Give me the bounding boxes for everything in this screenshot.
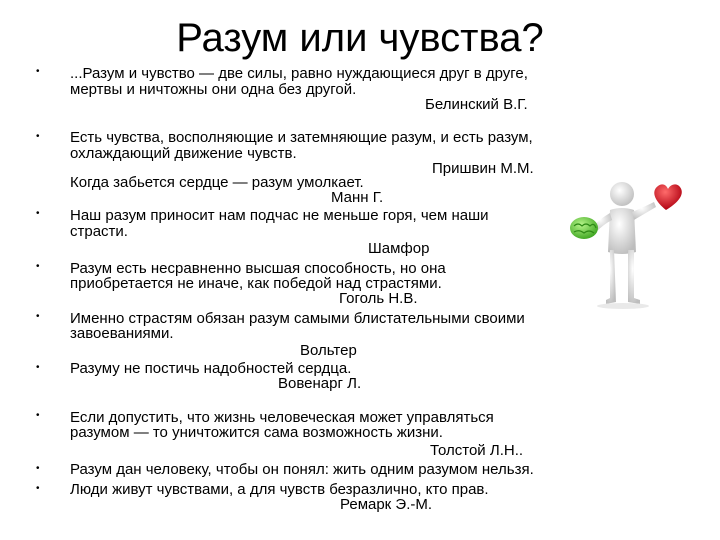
person-figure-icon (570, 180, 690, 310)
quote-line: ...Разум и чувство — две силы, равно нуждающиеся друг в друге, (70, 65, 528, 82)
quote-author: Вовенарг Л. (278, 375, 362, 392)
quote-line: приобретается не иначе, как победой над страстями. (70, 275, 442, 292)
quote-author: Гоголь Н.В. (339, 290, 418, 307)
quote-line: Разум есть несравненно высшая способность, но она (70, 260, 446, 277)
quote-author: Белинский В.Г. (425, 96, 528, 113)
bullet: • (36, 208, 40, 219)
bullet: • (36, 463, 40, 474)
quote-line: Если допустить, что жизнь человеческая может управляться (70, 409, 494, 426)
quote-author: Ремарк Э.-М. (340, 496, 433, 513)
quote-line: Люди живут чувствами, а для чувств безразлично, кто прав. (70, 481, 489, 498)
bullet: • (36, 66, 40, 77)
heart-icon (654, 184, 682, 210)
quote-line: Когда забьется сердце — разум умолкает. (70, 174, 364, 191)
quote-line: мертвы и ничтожны они одна без другой. (70, 81, 357, 98)
page-title: Разум или чувства? (176, 16, 544, 60)
quote-author: Пришвин М.М. (432, 160, 534, 177)
quote-line: Наш разум приносит нам подчас не меньше горя, чем наши (70, 207, 489, 224)
quote-line: Разуму не постичь надобностей сердца. (70, 360, 352, 377)
bullet: • (36, 131, 40, 142)
quote-line: завоеваниями. (70, 325, 174, 342)
bullet: • (36, 483, 40, 494)
quote-author: Толстой Л.Н.. (430, 442, 524, 459)
brain-icon (570, 217, 598, 239)
bullet: • (36, 261, 40, 272)
quote-line: Именно страстям обязан разум самыми блистательными своими (70, 310, 525, 327)
figure-head (610, 182, 634, 206)
quote-line: Есть чувства, восполняющие и затемняющие разум, и есть разум, (70, 129, 533, 146)
quote-line: страсти. (70, 223, 128, 240)
quote-line: Разум дан человеку, чтобы он понял: жить одним разумом нельзя. (70, 461, 534, 478)
figure-torso (608, 208, 636, 254)
bullet: • (36, 410, 40, 421)
quote-author: Вольтер (300, 342, 357, 359)
figure-shadow (597, 303, 649, 309)
quote-line: разумом — то уничтожится сама возможность жизни. (70, 424, 443, 441)
quote-author: Манн Г. (331, 189, 384, 206)
quote-line: охлаждающий движение чувств. (70, 145, 297, 162)
bullet: • (36, 311, 40, 322)
figure-left-leg (606, 250, 616, 304)
quote-author: Шамфор (368, 240, 430, 257)
figure-right-arm (632, 202, 656, 220)
figure-right-leg (628, 250, 640, 304)
bullet: • (36, 362, 40, 373)
